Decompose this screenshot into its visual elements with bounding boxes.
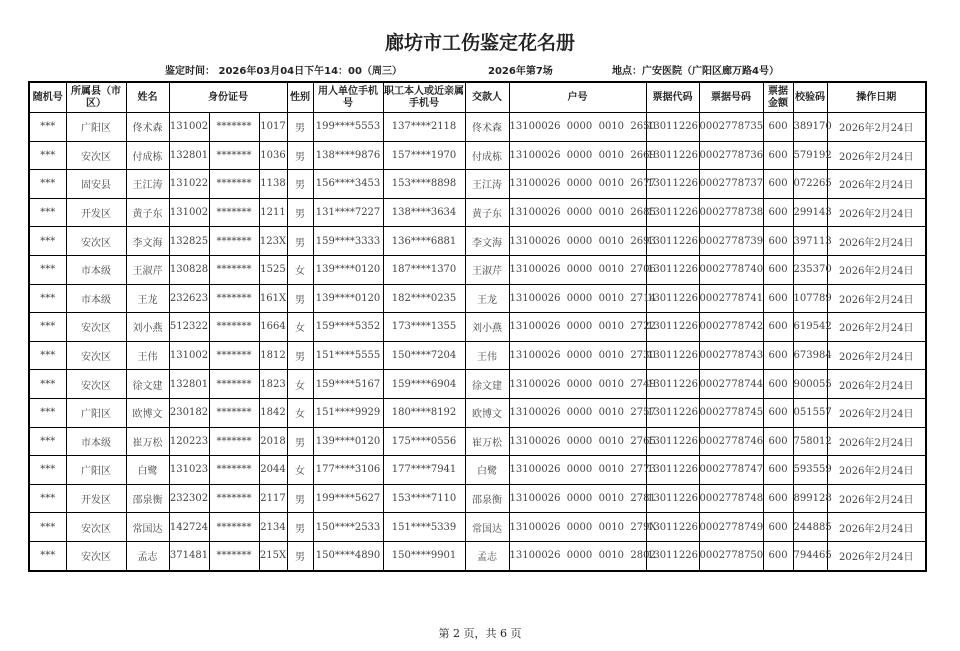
cell-id-suffix: 1138 (259, 170, 287, 199)
cell-receipt-number: 0002778735 (699, 113, 763, 142)
cell-id-masked: ******* (209, 398, 259, 427)
cell-id-prefix: 131002 (169, 198, 209, 227)
cell-employer-phone: 131****7227 (313, 198, 383, 227)
cell-receipt-number: 0002778743 (699, 341, 763, 370)
cell-receipt-code: 13011226 (646, 341, 699, 370)
table-row (29, 113, 926, 142)
cell-gender: 男 (287, 284, 313, 313)
cell-operation-date: 2026年2月24日 (827, 170, 926, 199)
cell-check-code: 900055 (793, 370, 827, 399)
cell-id-masked: ******* (209, 513, 259, 542)
cell-account-no: 13100026 0000 0010 2757 (509, 398, 646, 427)
cell-operation-date: 2026年2月24日 (827, 255, 926, 284)
cell-gender: 男 (287, 513, 313, 542)
cell-id-masked: ******* (209, 227, 259, 256)
cell-gender: 男 (287, 541, 313, 570)
cell-operation-date: 2026年2月24日 (827, 313, 926, 342)
cell-receipt-number: 0002778736 (699, 141, 763, 170)
cell-worker-phone: 187****1370 (383, 255, 465, 284)
cell-worker-phone: 182****0235 (383, 284, 465, 313)
table-row (29, 284, 926, 313)
cell-account-no: 13100026 0000 0010 2693 (509, 227, 646, 256)
cell-operation-date: 2026年2月24日 (827, 113, 926, 142)
cell-gender: 女 (287, 370, 313, 399)
cell-receipt-amount: 600 (763, 313, 793, 342)
table-row (29, 341, 926, 370)
session-number: 2026年第7场 (488, 66, 553, 77)
table-row (29, 484, 926, 513)
cell-district: 开发区 (66, 484, 126, 513)
cell-operation-date: 2026年2月24日 (827, 284, 926, 313)
header-payer: 交款人 (465, 82, 509, 113)
cell-payer: 王伟 (465, 341, 509, 370)
cell-name: 徐文建 (126, 370, 169, 399)
cell-payer: 黄子东 (465, 198, 509, 227)
cell-district: 安次区 (66, 370, 126, 399)
cell-check-code: 758012 (793, 427, 827, 456)
cell-district: 广阳区 (66, 398, 126, 427)
cell-employer-phone: 139****0120 (313, 427, 383, 456)
cell-district: 安次区 (66, 227, 126, 256)
cell-check-code: 397113 (793, 227, 827, 256)
cell-id-suffix: 2134 (259, 513, 287, 542)
cell-receipt-number: 0002778741 (699, 284, 763, 313)
cell-worker-phone: 180****8192 (383, 398, 465, 427)
cell-worker-phone: 153****7110 (383, 484, 465, 513)
cell-payer: 欧博文 (465, 398, 509, 427)
header-operation-date: 操作日期 (827, 82, 926, 113)
cell-receipt-code: 13011226 (646, 484, 699, 513)
table-row (29, 198, 926, 227)
cell-name: 崔万松 (126, 427, 169, 456)
cell-operation-date: 2026年2月24日 (827, 198, 926, 227)
cell-receipt-number: 0002778740 (699, 255, 763, 284)
cell-district: 固安县 (66, 170, 126, 199)
cell-id-suffix: 1842 (259, 398, 287, 427)
cell-check-code: 389170 (793, 113, 827, 142)
cell-receipt-code: 13011226 (646, 313, 699, 342)
header-worker-phone: 职工本人或近亲属手机号 (383, 82, 465, 113)
cell-name: 刘小燕 (126, 313, 169, 342)
cell-id-suffix: 1823 (259, 370, 287, 399)
cell-account-no: 13100026 0000 0010 2677 (509, 170, 646, 199)
cell-payer: 佟术森 (465, 113, 509, 142)
cell-payer: 刘小燕 (465, 313, 509, 342)
cell-id-masked: ******* (209, 541, 259, 570)
cell-id-prefix: 232302 (169, 484, 209, 513)
cell-receipt-code: 13011226 (646, 255, 699, 284)
cell-name: 佟术森 (126, 113, 169, 142)
header-receipt-number: 票据号码 (699, 82, 763, 113)
table-row (29, 255, 926, 284)
cell-receipt-amount: 600 (763, 427, 793, 456)
cell-receipt-code: 13011226 (646, 398, 699, 427)
cell-operation-date: 2026年2月24日 (827, 427, 926, 456)
cell-name: 白鹭 (126, 456, 169, 485)
cell-receipt-code: 13011226 (646, 427, 699, 456)
cell-check-code: 593559 (793, 456, 827, 485)
cell-id-suffix: 123X (259, 227, 287, 256)
page-number: 第 2 页，共 6 页 (438, 627, 522, 640)
cell-id-masked: ******* (209, 427, 259, 456)
cell-random-no: *** (29, 398, 66, 427)
cell-receipt-number: 0002778746 (699, 427, 763, 456)
cell-receipt-number: 0002778739 (699, 227, 763, 256)
cell-random-no: *** (29, 456, 66, 485)
cell-payer: 王龙 (465, 284, 509, 313)
table-row (29, 227, 926, 256)
cell-id-prefix: 132801 (169, 141, 209, 170)
cell-gender: 男 (287, 113, 313, 142)
cell-receipt-code: 13011226 (646, 170, 699, 199)
cell-employer-phone: 150****2533 (313, 513, 383, 542)
cell-operation-date: 2026年2月24日 (827, 513, 926, 542)
cell-name: 李文海 (126, 227, 169, 256)
cell-gender: 男 (287, 427, 313, 456)
cell-operation-date: 2026年2月24日 (827, 484, 926, 513)
table-row (29, 141, 926, 170)
cell-district: 安次区 (66, 341, 126, 370)
table-header (29, 82, 926, 113)
cell-id-prefix: 230182 (169, 398, 209, 427)
cell-check-code: 299143 (793, 198, 827, 227)
cell-employer-phone: 159****3333 (313, 227, 383, 256)
cell-gender: 女 (287, 456, 313, 485)
cell-employer-phone: 156****3453 (313, 170, 383, 199)
cell-receipt-amount: 600 (763, 370, 793, 399)
header-name: 姓名 (126, 82, 169, 113)
cell-operation-date: 2026年2月24日 (827, 227, 926, 256)
header-account-no: 户号 (509, 82, 646, 113)
cell-employer-phone: 177****3106 (313, 456, 383, 485)
cell-random-no: *** (29, 198, 66, 227)
cell-gender: 男 (287, 341, 313, 370)
cell-receipt-amount: 600 (763, 541, 793, 570)
cell-employer-phone: 151****9929 (313, 398, 383, 427)
cell-check-code: 235370 (793, 255, 827, 284)
cell-receipt-amount: 600 (763, 170, 793, 199)
cell-worker-phone: 138****3634 (383, 198, 465, 227)
cell-name: 邵泉衡 (126, 484, 169, 513)
cell-check-code: 072265 (793, 170, 827, 199)
cell-receipt-number: 0002778744 (699, 370, 763, 399)
cell-account-no: 13100026 0000 0010 2781 (509, 484, 646, 513)
cell-receipt-number: 0002778750 (699, 541, 763, 570)
appraisal-time: 鉴定时间： 2026年03月04日下午14：00（周三） (165, 66, 402, 77)
cell-random-no: *** (29, 255, 66, 284)
cell-id-masked: ******* (209, 456, 259, 485)
cell-receipt-code: 13011226 (646, 456, 699, 485)
cell-id-suffix: 1017 (259, 113, 287, 142)
cell-name: 王伟 (126, 341, 169, 370)
cell-id-suffix: 2018 (259, 427, 287, 456)
cell-name: 孟志 (126, 541, 169, 570)
cell-receipt-number: 0002778738 (699, 198, 763, 227)
cell-account-no: 13100026 0000 0010 2706 (509, 255, 646, 284)
cell-receipt-code: 13011226 (646, 513, 699, 542)
table-row (29, 427, 926, 456)
cell-payer: 白鹭 (465, 456, 509, 485)
cell-receipt-amount: 600 (763, 513, 793, 542)
cell-receipt-amount: 600 (763, 284, 793, 313)
cell-id-prefix: 131002 (169, 341, 209, 370)
cell-receipt-number: 0002778747 (699, 456, 763, 485)
cell-employer-phone: 151****5555 (313, 341, 383, 370)
cell-gender: 女 (287, 398, 313, 427)
cell-operation-date: 2026年2月24日 (827, 370, 926, 399)
cell-receipt-amount: 600 (763, 398, 793, 427)
header-id-number: 身份证号 (169, 82, 287, 113)
cell-receipt-code: 13011226 (646, 113, 699, 142)
cell-id-prefix: 131022 (169, 170, 209, 199)
cell-district: 安次区 (66, 541, 126, 570)
cell-payer: 徐文建 (465, 370, 509, 399)
cell-gender: 男 (287, 227, 313, 256)
header-district: 所属县（市区） (66, 82, 126, 113)
cell-worker-phone: 150****7204 (383, 341, 465, 370)
cell-id-masked: ******* (209, 484, 259, 513)
cell-receipt-code: 13011226 (646, 141, 699, 170)
cell-operation-date: 2026年2月24日 (827, 541, 926, 570)
cell-random-no: *** (29, 370, 66, 399)
cell-receipt-code: 13011226 (646, 541, 699, 570)
cell-receipt-amount: 600 (763, 484, 793, 513)
cell-id-masked: ******* (209, 113, 259, 142)
cell-worker-phone: 153****8898 (383, 170, 465, 199)
cell-operation-date: 2026年2月24日 (827, 456, 926, 485)
cell-receipt-amount: 600 (763, 255, 793, 284)
cell-receipt-number: 0002778742 (699, 313, 763, 342)
cell-account-no: 13100026 0000 0010 2730 (509, 341, 646, 370)
table-row (29, 541, 926, 570)
cell-employer-phone: 150****4890 (313, 541, 383, 570)
cell-random-no: *** (29, 141, 66, 170)
roster-table (28, 81, 927, 572)
cell-random-no: *** (29, 313, 66, 342)
cell-receipt-amount: 600 (763, 456, 793, 485)
header-receipt-amount: 票据金额 (763, 82, 793, 113)
header-check-code: 校验码 (793, 82, 827, 113)
cell-gender: 女 (287, 255, 313, 284)
cell-id-masked: ******* (209, 313, 259, 342)
cell-random-no: *** (29, 541, 66, 570)
cell-id-suffix: 1664 (259, 313, 287, 342)
cell-gender: 女 (287, 313, 313, 342)
table-row (29, 370, 926, 399)
cell-receipt-code: 13011226 (646, 284, 699, 313)
cell-id-prefix: 371481 (169, 541, 209, 570)
cell-check-code: 244885 (793, 513, 827, 542)
cell-operation-date: 2026年2月24日 (827, 341, 926, 370)
cell-check-code: 673984 (793, 341, 827, 370)
cell-id-masked: ******* (209, 198, 259, 227)
cell-id-suffix: 215X (259, 541, 287, 570)
cell-operation-date: 2026年2月24日 (827, 141, 926, 170)
table-row (29, 398, 926, 427)
cell-gender: 男 (287, 198, 313, 227)
cell-check-code: 107789 (793, 284, 827, 313)
cell-account-no: 13100026 0000 0010 279X (509, 513, 646, 542)
cell-name: 王江涛 (126, 170, 169, 199)
cell-employer-phone: 139****0120 (313, 255, 383, 284)
cell-check-code: 794465 (793, 541, 827, 570)
cell-payer: 王江涛 (465, 170, 509, 199)
cell-district: 安次区 (66, 141, 126, 170)
cell-id-prefix: 120223 (169, 427, 209, 456)
cell-id-prefix: 142724 (169, 513, 209, 542)
cell-name: 王淑芹 (126, 255, 169, 284)
cell-employer-phone: 199****5553 (313, 113, 383, 142)
cell-worker-phone: 177****7941 (383, 456, 465, 485)
cell-random-no: *** (29, 284, 66, 313)
cell-random-no: *** (29, 513, 66, 542)
cell-account-no: 13100026 0000 0010 2802 (509, 541, 646, 570)
header-receipt-code: 票据代码 (646, 82, 699, 113)
cell-worker-phone: 136****6881 (383, 227, 465, 256)
cell-worker-phone: 173****1355 (383, 313, 465, 342)
cell-district: 安次区 (66, 313, 126, 342)
cell-receipt-code: 13011226 (646, 370, 699, 399)
cell-random-no: *** (29, 427, 66, 456)
cell-id-masked: ******* (209, 170, 259, 199)
cell-name: 付成栋 (126, 141, 169, 170)
cell-payer: 崔万松 (465, 427, 509, 456)
cell-random-no: *** (29, 341, 66, 370)
cell-id-masked: ******* (209, 370, 259, 399)
cell-id-prefix: 232623 (169, 284, 209, 313)
cell-payer: 李文海 (465, 227, 509, 256)
table-row (29, 513, 926, 542)
cell-id-masked: ******* (209, 255, 259, 284)
cell-id-prefix: 512322 (169, 313, 209, 342)
cell-receipt-amount: 600 (763, 198, 793, 227)
cell-id-suffix: 2117 (259, 484, 287, 513)
cell-payer: 常国达 (465, 513, 509, 542)
cell-check-code: 579192 (793, 141, 827, 170)
cell-receipt-code: 13011226 (646, 198, 699, 227)
cell-id-prefix: 132801 (169, 370, 209, 399)
cell-receipt-number: 0002778745 (699, 398, 763, 427)
cell-account-no: 13100026 0000 0010 2650 (509, 113, 646, 142)
cell-check-code: 619542 (793, 313, 827, 342)
cell-receipt-amount: 600 (763, 141, 793, 170)
cell-name: 黄子东 (126, 198, 169, 227)
cell-gender: 男 (287, 484, 313, 513)
header-gender: 性别 (287, 82, 313, 113)
cell-employer-phone: 199****5627 (313, 484, 383, 513)
cell-district: 市本级 (66, 255, 126, 284)
cell-name: 常国达 (126, 513, 169, 542)
cell-district: 市本级 (66, 427, 126, 456)
cell-id-suffix: 1525 (259, 255, 287, 284)
cell-id-masked: ******* (209, 141, 259, 170)
cell-payer: 王淑芹 (465, 255, 509, 284)
cell-check-code: 899128 (793, 484, 827, 513)
cell-id-masked: ******* (209, 284, 259, 313)
table-row (29, 170, 926, 199)
cell-random-no: *** (29, 113, 66, 142)
cell-payer: 付成栋 (465, 141, 509, 170)
cell-payer: 邵泉衡 (465, 484, 509, 513)
cell-id-suffix: 1036 (259, 141, 287, 170)
cell-id-masked: ******* (209, 341, 259, 370)
cell-receipt-amount: 600 (763, 113, 793, 142)
cell-worker-phone: 157****1970 (383, 141, 465, 170)
cell-account-no: 13100026 0000 0010 2669 (509, 141, 646, 170)
cell-random-no: *** (29, 227, 66, 256)
cell-district: 市本级 (66, 284, 126, 313)
cell-gender: 男 (287, 170, 313, 199)
appraisal-location: 地点：广安医院（广阳区廊万路4号） (612, 66, 779, 77)
cell-worker-phone: 175****0556 (383, 427, 465, 456)
cell-employer-phone: 139****0120 (313, 284, 383, 313)
cell-name: 欧博文 (126, 398, 169, 427)
cell-id-suffix: 2044 (259, 456, 287, 485)
cell-payer: 孟志 (465, 541, 509, 570)
cell-account-no: 13100026 0000 0010 2685 (509, 198, 646, 227)
cell-receipt-code: 13011226 (646, 227, 699, 256)
cell-district: 广阳区 (66, 456, 126, 485)
table-row (29, 456, 926, 485)
cell-name: 王龙 (126, 284, 169, 313)
cell-id-suffix: 161X (259, 284, 287, 313)
cell-gender: 男 (287, 141, 313, 170)
cell-receipt-number: 0002778749 (699, 513, 763, 542)
cell-receipt-amount: 600 (763, 227, 793, 256)
cell-account-no: 13100026 0000 0010 2722 (509, 313, 646, 342)
cell-random-no: *** (29, 484, 66, 513)
cell-account-no: 13100026 0000 0010 2773 (509, 456, 646, 485)
cell-employer-phone: 159****5352 (313, 313, 383, 342)
cell-id-prefix: 131002 (169, 113, 209, 142)
cell-worker-phone: 137****2118 (383, 113, 465, 142)
cell-id-suffix: 1812 (259, 341, 287, 370)
cell-worker-phone: 159****6904 (383, 370, 465, 399)
cell-operation-date: 2026年2月24日 (827, 398, 926, 427)
cell-receipt-number: 0002778748 (699, 484, 763, 513)
cell-worker-phone: 150****9901 (383, 541, 465, 570)
cell-account-no: 13100026 0000 0010 2749 (509, 370, 646, 399)
cell-id-suffix: 1211 (259, 198, 287, 227)
cell-employer-phone: 159****5167 (313, 370, 383, 399)
cell-account-no: 13100026 0000 0010 2765 (509, 427, 646, 456)
cell-district: 广阳区 (66, 113, 126, 142)
cell-district: 开发区 (66, 198, 126, 227)
cell-account-no: 13100026 0000 0010 2714 (509, 284, 646, 313)
cell-random-no: *** (29, 170, 66, 199)
cell-district: 安次区 (66, 513, 126, 542)
cell-id-prefix: 132825 (169, 227, 209, 256)
cell-employer-phone: 138****9876 (313, 141, 383, 170)
cell-receipt-number: 0002778737 (699, 170, 763, 199)
table-row (29, 313, 926, 342)
cell-receipt-amount: 600 (763, 341, 793, 370)
cell-worker-phone: 151****5339 (383, 513, 465, 542)
cell-id-prefix: 131023 (169, 456, 209, 485)
header-employer-phone: 用人单位手机号 (313, 82, 383, 113)
header-random-no: 随机号 (29, 82, 66, 113)
cell-id-prefix: 130828 (169, 255, 209, 284)
page-title: 廊坊市工伤鉴定花名册 (384, 32, 575, 54)
cell-check-code: 051557 (793, 398, 827, 427)
